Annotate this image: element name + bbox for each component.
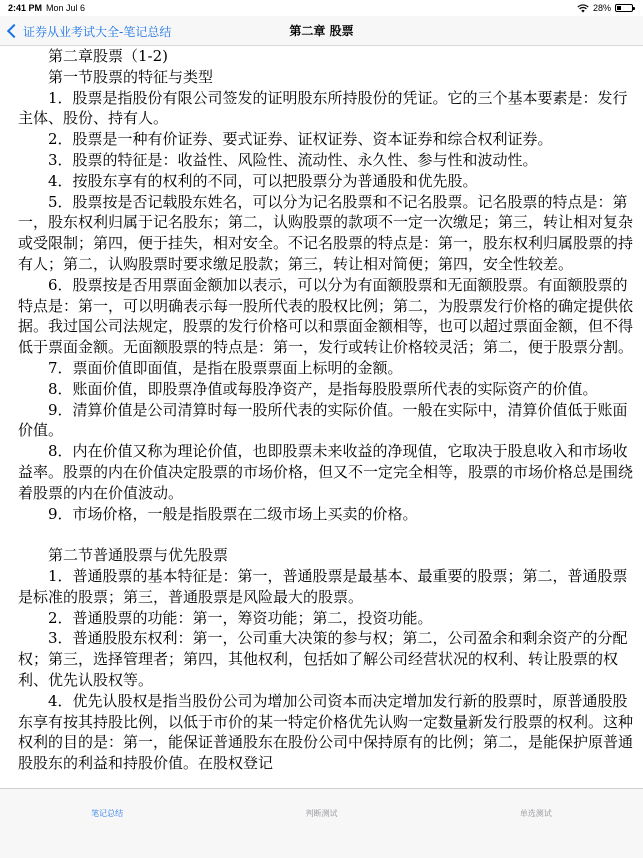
note-paragraph: 9．清算价值是公司清算时每一股所代表的实际价值。一般在实际中，清算价值低于账面价值。 [18, 400, 628, 440]
back-button-label: 证券从业考试大全-笔记总结 [23, 24, 172, 39]
note-paragraph: 第二节普通股票与优先股票 [48, 546, 229, 565]
notes-content[interactable] [0, 46, 643, 788]
tab-single-choice-test[interactable]: 单选测试 [519, 809, 552, 818]
note-paragraph: 第一节股票的特征与类型 [48, 67, 214, 86]
chevron-left-icon [7, 24, 21, 38]
note-paragraph: 4．优先认股权是指当股份公司为增加公司资本而决定增加发行新的股票时，原普通股股东享有按其持股比例，以低于市价的某一特定价格优先认购一定数量新发行股票的权利。这种权利的目的是：第一，能保证普通股东在股份公司中保持原有的比例；第二，是能保护原普通股股东的利益和持股价值。在股权登记 [18, 691, 634, 773]
note-paragraph: 8．账面价值，即股票净值或每股净资产，是指每股股票所代表的实际资产的价值。 [48, 379, 598, 398]
status-time: 2:41 PM [8, 3, 43, 13]
note-paragraph: 第二章股票（1-2) [48, 47, 169, 65]
note-paragraph: 3．普通股股东权利：第一，公司重大决策的参与权；第二，公司盈余和剩余资产的分配权；第三，选择管理者；第四，其他权利，包括如了解公司经营状况的权利、转让股票的权利、优先认股权等。 [18, 629, 628, 689]
note-paragraph: 1．普通股票的基本特征是：第一，普通股票是最基本、最重要的股票；第二，普通股票是标准的股票；第三，普通股票是风险最大的股票。 [18, 566, 628, 606]
status-date: Mon Jul 6 [46, 3, 86, 13]
note-paragraph: 8．内在价值又称为理论价值，也即股票未来收益的净现值，它取决于股息收入和市场收益率。股票的内在价值决定股票的市场价格，但又不一定完全相等，股票的市场价格总是围绕着股票的内在价值波动。 [18, 442, 634, 502]
note-paragraph: 6．股票按是否用票面金额加以表示，可以分为有面额股票和无面额股票。有面额股票的特点是：第一，可以明确表示每一股所代表的股权比例；第二，为股票发行价格的确定提供依据。我过国公司法规定，股票的发行价格可以和票面金额相等，也可以超过票面金额，但不得低于票面金额。无面额股票的特点是：第一，发行或转让价格较灵活；第二，便于股票分割。 [18, 275, 634, 357]
note-paragraph: 1．股票是指股份有限公司签发的证明股东所持股份的凭证。它的三个基本要素是：发行主体、股份、持有人。 [18, 88, 628, 128]
note-paragraph: 2．股票是一种有价证券、要式证券、证权证券、资本证券和综合权利证券。 [48, 130, 553, 149]
tab-judgment-test[interactable]: 判断测试 [305, 809, 338, 818]
battery-fill [617, 6, 621, 10]
status-bar [0, 0, 643, 16]
note-paragraph: 7．票面价值即面值，是指在股票票面上标明的金额。 [48, 358, 403, 377]
note-paragraph: 4．按股东享有的权利的不同，可以把股票分为普通股和优先股。 [48, 171, 478, 190]
page-title: 第二章 股票 [289, 24, 354, 38]
tab-bar [0, 788, 643, 858]
wifi-icon [577, 4, 589, 13]
battery-percent: 28% [592, 3, 611, 13]
tab-notes[interactable]: 笔记总结 [91, 809, 124, 818]
status-right-group [577, 0, 633, 16]
note-paragraph: 5．股票按是否记载股东姓名，可以分为记名股票和不记名股票。记名股票的特点是：第一，股东权利归属于记名股东；第二，认购股票的款项不一定一次缴足；第三，转让相对复杂或受限制；第四，便于挂失，相对安全。不记名股票的特点是：第一，股东权利归属股票的持有人；第二，认购股票时要求缴足股款；第三，转让相对简便；第四，安全性较差。 [18, 192, 634, 273]
navigation-bar [0, 16, 643, 46]
note-paragraph: 9．市场价格，一般是指股票在二级市场上买卖的价格。 [48, 504, 418, 523]
note-paragraph [18, 524, 633, 545]
battery-icon [615, 4, 633, 12]
note-paragraph: 3．股票的特征是：收益性、风险性、流动性、永久性、参与性和波动性。 [48, 150, 538, 169]
back-button[interactable] [6, 16, 171, 46]
note-paragraph: 2．普通股票的功能：第一，筹资功能；第二，投资功能。 [48, 608, 433, 627]
